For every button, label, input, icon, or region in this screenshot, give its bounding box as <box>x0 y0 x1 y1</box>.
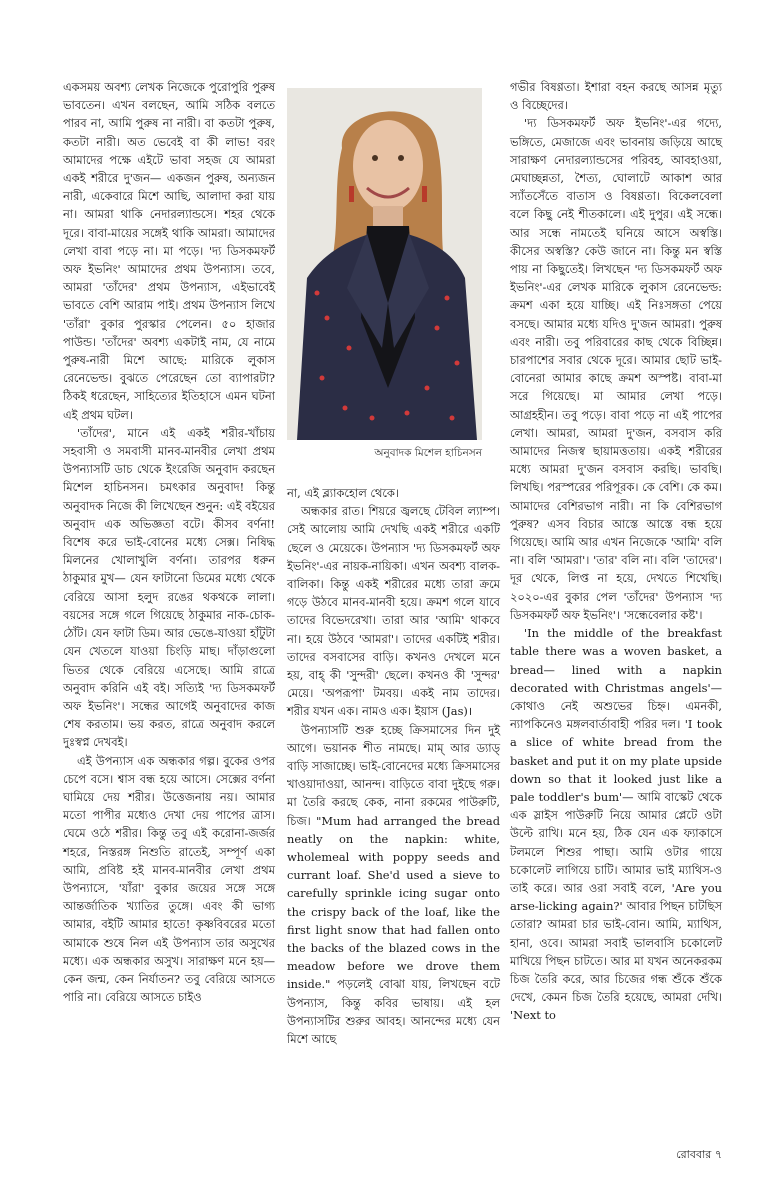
paragraph: না, এই ব্ল্যাকহোল থেকে। <box>287 486 399 500</box>
page-number: রোববার ৭ <box>676 1148 722 1161</box>
translator-photo <box>287 88 482 440</box>
translator-portrait-image <box>287 88 482 440</box>
paragraph: গভীর বিষণ্ণতা। ইশারা বহন করছে আসন্ন মৃত্যু ও বিচ্ছেদের। <box>510 80 722 113</box>
paragraph: এই উপন্যাস এক অন্ধকার গল্প। বুকের ওপর চেপে বসে। শ্বাস বন্ধ হয়ে আসে। সেক্সের বর্ণনা ঘামিয়ে দেয় শরীর। উত্তেজনায় নয়। আমার মতো পাপীর মধ্যেও দেখা দেয় পাপের ত্রাস। ঘেমে ওঠে শরীর। কিন্তু তবু এই করোনা-জর্জর শহরে, নিস্তরঙ্গ নিশুতি রাতেই, সম্পূর্ণ একা আমি, প্রবিষ্ট হই মানব-মানবীর লেখা প্রথম উপন্যাসে, 'যাঁরা' বুকার জয়ের সঙ্গে সঙ্গে আন্তর্জাতিক খ্যাতির তুঙ্গে। এবং কী ভাগ্য আমার, বইটি আমার হাতে! কৃষ্ণবিবরের মতো আমাকে শুষে নিল এই উপন্যাস তার অসুখের মধ্যে। এক অন্ধকার অসুখ। সারাক্ষণ মনে হয়— কেন জন্ম, কেন নির্যাতন? তবু বেরিয়ে আসতে পারি না। বেরিয়ে আসতে চাইও <box>63 753 275 1005</box>
paragraph: 'In the middle of the breakfast table there was a woven basket, a bread— lined with a napkin decorated with Christmas angels'— কোথাও নেই অশুভের চিহ্ন। এমনকী, ন্যাপকিনেও মঙ্গলবার্তাবাহী পরির দল। 'I took a slice of white bread from the basket and put it on my plate upside down so that it looked just like a pale toddler's bum'— আমি বাস্কেট থেকে এক স্লাইস পাউরুটি নিয়ে আমার প্লেটে ওটা উল্টে রাখি। মনে হয়, ঠিক যেন এক ফ্যাকাসে টলমলে শিশুর পাছা। আমি ওটার গায়ে চকোলেট লাগিয়ে চাটি। আমার ভাই ম্যাথিস-ও তাই করে। আর ওরা সবাই বলে, 'Are you arse-licking again?' আবার পিছন চাটছিস তোরা? আমরা চার ভাই-বোন। আমি, ম্যাথিস, হানা, ওবে। আমরা সবাই ভালবাসি চকোলেট মাখিয়ে পিছন চাটতে। আর মা যখন অনেকরকম চিজ তৈরি করে, আর চিজের গন্ধ শুঁকে শুঁকে দেখে, কেমন চিজ তৈরি হয়েছে, আমরা দেখি। 'Next to <box>510 626 722 1023</box>
article-column-3 <box>510 78 722 1025</box>
paragraph: 'তাঁদের', মানে এই একই শরীর-খাঁচায় সহবাসী ও সমবাসী মানব-মানবীর লেখা প্রথম উপন্যাসটি ডাচ থেকে ইংরেজি অনুবাদ করছেন মিশেল হাচিনসন। চমৎকার অনুবাদ! কিন্তু অনুবাদক নিজে কী লিখেছেন শুনুন: এই বইয়ের অনুবাদ এক অভিজ্ঞতা বটে। কীসব বর্ণনা! বিশেষ করে ভাই-বোনের মধ্যে সেক্স। নিষিদ্ধ মিলনের খোলাখুলি বর্ণনা। তারপর ধরুন ঠাকুমার মুখ— যেন ফাটানো ডিমের মধ্যে থেকে বেরিয়ে আসা হলুদ রঙের থকথকে লালা। বয়সের সঙ্গে গলে গিয়েছে ঠাকুমার নাক-চোক-ঠোঁট। যেন ফাটা ডিম। আর ভেঙে-যাওয়া হাঁটুটা যেন খেতলে যাওয়া চিংড়ি মাছ। দাঁড়াগুলো ভিতর থেকে বেরিয়ে এসেছে। আমি রাত্রে অনুবাদ করিনি এই বই। সত্যিই 'দ্য ডিসকমফর্ট অফ ইভনিং'। সন্ধের আগেই অনুবাদের কাজ শেষ করতাম। ভয় করত, রাত্রে অনুবাদ করলে দুঃস্বপ্ন দেখবই। <box>63 425 275 750</box>
article-column-2 <box>287 484 500 1048</box>
paragraph: অন্ধকার রাত। শিয়রে জ্বলছে টেবিল ল্যাম্প। সেই আলোয় আমি দেখছি একই শরীরে একটি ছেলে ও মেয়েকে। উপন্যাস 'দ্য ডিসকমফর্ট অফ ইভনিং'-এর নায়ক-নায়িকা। এখন অবশ্য বালক-বালিকা। কিন্তু একই শরীরের মধ্যে তারা ক্রমে গড়ে উঠবে মানব-মানবী হয়ে। ক্রমশ গলে যাবে তাদের বিভেদরেখা। তারা আর 'আমি' থাকবে না। হয়ে উঠবে 'আমরা'। তাদের একটিই শরীর। তাদের বসবাসের বাড়ি। কখনও দেখলে মনে হয়, বাহ্‌ কী 'সুন্দরী' ছেলে। কখনও কী 'সুন্দর' মেয়ে। 'অপরূপা' টমবয়। একই নাম তাদের। শরীর যখন এক। নামও এক। ইয়াস (Jas)। <box>287 504 500 719</box>
paragraph: একসময় অবশ্য লেখক নিজেকে পুরোপুরি পুরুষ ভাবতেন। এখন বলছেন, আমি সঠিক বলতে পারব না, আমি পুরুষ না নারী। বা কতটা পুরুষ, কতটা নারী। অত ভেবেই বা কী লাভ! বরং আমাদের পক্ষে এইটে ভাবা সহজ যে আমরা একই শরীরে দু'জন— একজন পুরুষ, অন্যজন নারী, একেবারে মিশে আছি, আলাদা করা যায় না। আমরা থাকি নেদারল্যান্ডসে। শহর থেকে দূরে। বাবা-মায়ের সঙ্গেই থাকি আমরা। আমাদের লেখা বাবা পড়ে না। মা পড়ে। 'দ্য ডিসকমফর্ট অফ ইভনিং' আমাদের প্রথম উপন্যাস। তবে, আমরা 'তাঁদের' প্রথম উপন্যাস, এইভাবেই ভাবতে বেশি আরাম পাই। প্রথম উপন্যাস লিখে 'তাঁরা' বুকার পুরস্কার পেলেন। ৫০ হাজার পাউন্ড। 'তাঁদের' অবশ্য একটাই নাম, যে নামে পুরুষ-নারী মিশে আছে: মারিকে লুকাস রেনেভেল্ড। বুঝতে পেরেছেন তো ব্যাপারটা? ঠিকই ধরেছেন, সাহিত্যের ইতিহাসে এমন ঘটনা এই প্রথম ঘটল। <box>63 80 275 422</box>
paragraph: 'দ্য ডিসকমফর্ট অফ ইভনিং'-এর গদ্যে, ভঙ্গিতে, মেজাজে এবং ভাবনায় জড়িয়ে আছে সারাক্ষণ নেদারল্যান্ডসের পরিবহ, আবহাওয়া, মেঘাচ্ছন্নতা, শৈত্য, ঘোলাটে আকাশ আর স্যাঁতসেঁতে বাতাস ও বিষণ্ণতা। বিকেলবেলা বলে কিছু নেই শীতকালে। এই দুপুর। এই সন্ধে। আর সন্ধে নামতেই ঘনিয়ে আসে অস্বস্তি। কীসের অস্বস্তি? কেউ জানে না। কিন্তু মন স্বস্তি পায় না কিছুতেই। লিখছেন 'দ্য ডিসকমফর্ট অফ ইভনিং'-এর লেখক মারিকে লুকাস রেনেভেল্ড: ক্রমশ একা হয়ে যাচ্ছি। এই নিঃসঙ্গতা পেয়ে বসছে। আমার মধ্যে যদিও দু'জন আমরা। পুরুষ এবং নারী। তবু পরিবারের কাছ থেকে বিচ্ছিন্ন। চারপাশের সবার থেকে দূরে। আমার ছোট ভাই-বোনেরা আমার কাছে ক্রমশ অস্পষ্ট। বাবা-মা সরে গিয়েছে। মা আমার লেখা পড়ে। আগ্রহহীন। তবু পড়ে। বাবা পড়ে না এই পাপের লেখা। আমরা, আমরা দু'জন, বসবাস করি আমাদের নিজস্ব ছায়ামত্ততায়। একই শরীরের মধ্যে আমরা দু'জন বসবাস করছি। ভাবছি। লিখছি। পরস্পরের পরিপূরক। কে বেশি। কে কম। আমাদের বেশিরভাগ নারী। না কি বেশিরভাগ পুরুষ? এসব বিচার আস্তে আস্তে বন্ধ হয়ে গিয়েছে। আমি আর এখন নিজেকে 'আমি' বলি না। বলি 'আমরা'। 'তার' বলি না। বলি 'তাদের'। দূর থেকে, লিপ্ত না হয়ে, দেখতে শিখেছি। ২০২০-এর বুকার পেল 'তাঁদের' উপন্যাস 'দ্য ডিসকমফর্ট অফ ইভনিং'। 'সন্ধেবেলার কষ্ট'। <box>510 116 722 622</box>
article-column-1 <box>63 78 275 1006</box>
photo-caption: অনুবাদক মিশেল হাচিনসন <box>374 447 482 459</box>
paragraph: উপন্যাসটি শুরু হচ্ছে ক্রিসমাসের দিন দুই আগে। ভয়ানক শীত নামছে। মাম্‌ আর ড্যাড্‌ বাড়ি সাজাচ্ছে। ভাই-বোনেদের মধ্যে ক্রিসমাসের খাওয়াদাওয়া, আনন্দ। বাড়িতে বাবা দুইছে গরু। মা তৈরি করছে কেক, নানা রকমের পাউরুটি, চিজ। "Mum had arranged the bread neatly on the napkin: white, wholemeal with poppy seeds and currant loaf. She'd used a sieve to carefully sprinkle icing sugar onto the crispy back of the loaf, like the first light snow that had fallen onto the backs of the blazed cows in the meadow before we drove them inside." পড়লেই বোঝা যায়, লিখছেন বটে উপন্যাস, কিন্তু কবির ভাষায়। এই হল উপন্যাসটির শুরুর আবহ। আনন্দের মধ্যে যেন মিশে আছে <box>287 722 500 1047</box>
